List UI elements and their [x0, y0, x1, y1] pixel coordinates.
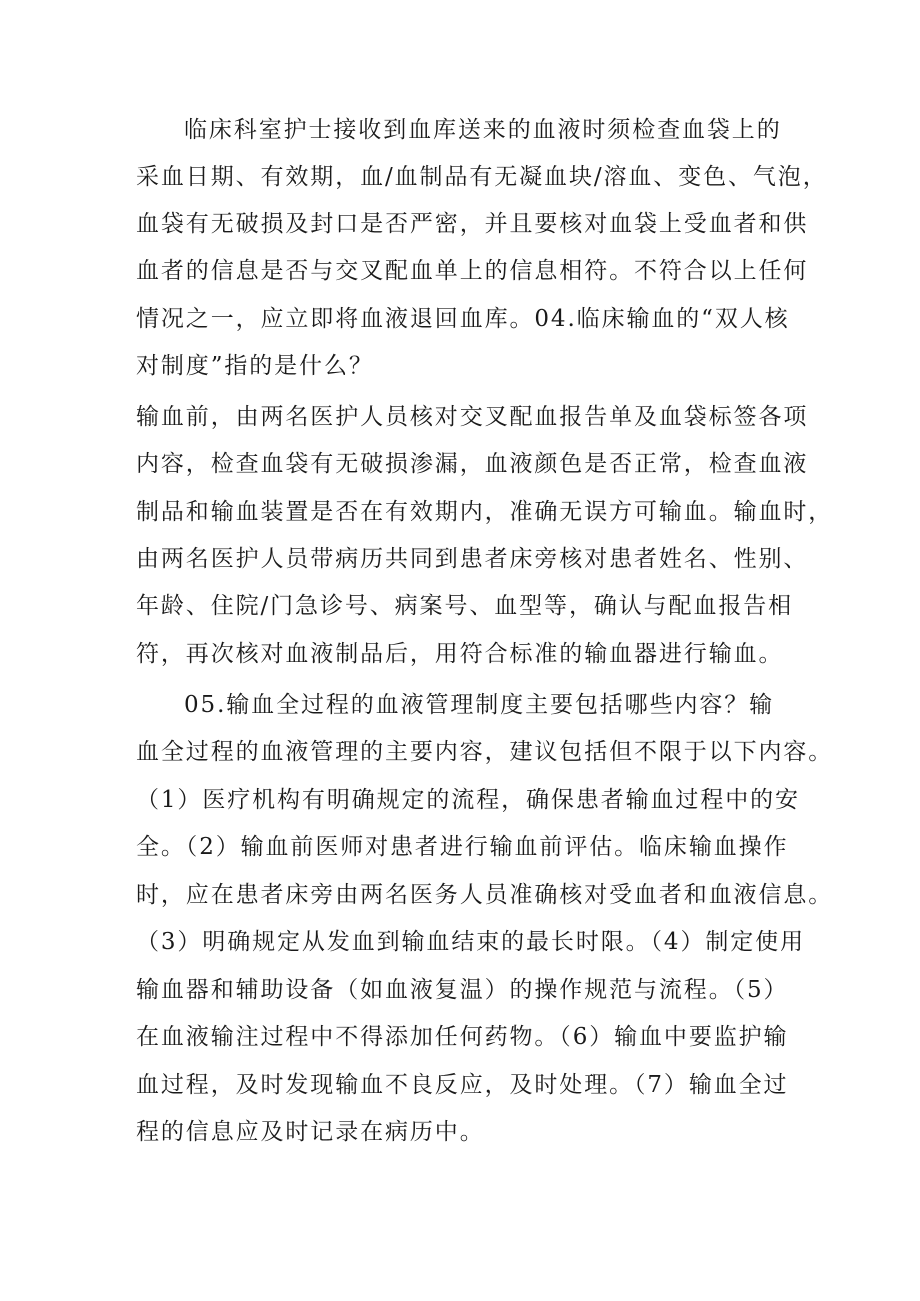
text-line: 输血前，由两名医护人员核对交叉配血报告单及血袋标签各项	[136, 404, 809, 430]
text-line: （1）医疗机构有明确规定的流程，确保患者输血过程中的安	[136, 787, 800, 813]
text-line: 制品和输血装置是否在有效期内，准确无误方可输血。输血时，	[136, 499, 834, 525]
text-line: 时，应在患者床旁由两名医务人员准确核对受血者和血液信息。	[136, 882, 834, 908]
text-line: 输血器和辅助设备（如血液复温）的操作规范与流程。（5）	[136, 977, 789, 1003]
text-line: 05.输血全过程的血液管理制度主要包括哪些内容？输	[184, 692, 775, 718]
text-line: 年龄、住院/门急诊号、病案号、血型等，确认与配血报告相	[136, 593, 794, 619]
text-line: 血过程，及时发现输血不良反应，及时处理。（7）输血全过	[136, 1072, 789, 1098]
text-line: 对制度”指的是什么？	[136, 353, 374, 379]
text-line: 临床科室护士接收到血库送来的血液时须检查血袋上的	[184, 117, 782, 143]
text-line: 内容，检查血袋有无破损渗漏，血液颜色是否正常，检查血液	[136, 451, 809, 477]
text-line: 由两名医护人员带病历共同到患者床旁核对患者姓名、性别、	[136, 546, 809, 572]
text-line: （3）明确规定从发血到输血结束的最长时限。（4）制定使用	[136, 929, 805, 955]
text-line: 全。（2）输血前医师对患者进行输血前评估。临床输血操作	[136, 834, 789, 860]
text-line: 符，再次核对血液制品后，用符合标准的输血器进行输血。	[136, 641, 784, 667]
text-line: 血袋有无破损及封口是否严密，并且要核对血袋上受血者和供	[136, 211, 809, 237]
text-line: 血全过程的血液管理的主要内容，建议包括但不限于以下内容。	[136, 739, 834, 765]
text-line: 情况之一，应立即将血液退回血库。04.临床输血的“双人核	[136, 306, 790, 332]
text-line: 在血液输注过程中不得添加任何药物。（6）输血中要监护输	[136, 1024, 789, 1050]
text-line: 程的信息应及时记录在病历中。	[136, 1119, 485, 1145]
text-line: 采血日期、有效期，血/血制品有无凝血块/溶血、变色、气泡，	[136, 164, 828, 190]
text-line: 血者的信息是否与交叉配血单上的信息相符。不符合以上任何	[136, 258, 809, 284]
